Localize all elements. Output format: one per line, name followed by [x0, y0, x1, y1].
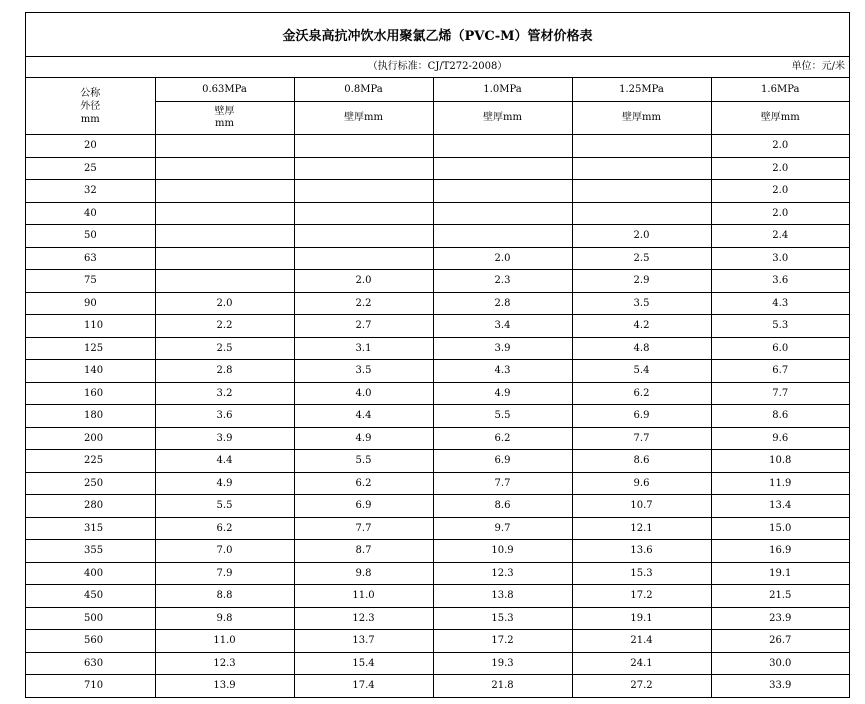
dn-header-line: mm — [80, 113, 100, 125]
table-row — [26, 450, 849, 473]
dn-cell: 200 — [26, 427, 155, 450]
wall-thickness-cell: 9.7 — [433, 517, 572, 540]
wall-thickness-cell — [294, 135, 433, 158]
pressure-header: 1.25MPa — [572, 78, 711, 102]
subtitle-row — [26, 57, 849, 78]
wall-thickness-cell: 6.2 — [433, 427, 572, 450]
dn-cell: 280 — [26, 495, 155, 518]
dn-header-line: 外径 — [80, 100, 101, 112]
dn-cell: 125 — [26, 337, 155, 360]
wall-thickness-cell: 11.0 — [155, 630, 294, 653]
standard-note: （执行标准：CJ/T272-2008） — [367, 61, 508, 72]
wall-thickness-cell: 7.9 — [155, 562, 294, 585]
wall-thickness-cell: 21.5 — [711, 585, 849, 608]
wall-thickness-cell: 4.0 — [294, 382, 433, 405]
table-row — [26, 382, 849, 405]
wall-thickness-cell: 7.7 — [433, 472, 572, 495]
wall-thickness-cell: 13.4 — [711, 495, 849, 518]
wall-thickness-cell: 21.4 — [572, 630, 711, 653]
dn-cell: 250 — [26, 472, 155, 495]
wall-thickness-cell: 4.9 — [433, 382, 572, 405]
wall-thickness-cell: 2.0 — [711, 157, 849, 180]
wall-thickness-cell: 6.2 — [572, 382, 711, 405]
wall-thickness-cell: 2.3 — [433, 270, 572, 293]
wall-thickness-cell — [433, 180, 572, 203]
dn-cell: 225 — [26, 450, 155, 473]
wall-thickness-cell: 5.5 — [433, 405, 572, 428]
wall-thickness-cell: 2.2 — [155, 315, 294, 338]
wall-thickness-cell — [294, 202, 433, 225]
price-table-sheet — [25, 12, 850, 698]
dn-cell: 160 — [26, 382, 155, 405]
dn-cell: 25 — [26, 157, 155, 180]
wall-thickness-cell — [572, 180, 711, 203]
dn-cell: 20 — [26, 135, 155, 158]
wall-thickness-cell: 6.7 — [711, 360, 849, 383]
table-row — [26, 202, 849, 225]
wall-thickness-cell: 4.4 — [294, 405, 433, 428]
dn-cell: 63 — [26, 247, 155, 270]
table-row — [26, 292, 849, 315]
wall-thickness-cell: 3.5 — [294, 360, 433, 383]
wall-thickness-cell: 17.2 — [433, 630, 572, 653]
wall-thickness-cell: 10.8 — [711, 450, 849, 473]
wall-thickness-cell — [572, 135, 711, 158]
table-row — [26, 135, 849, 158]
wall-thickness-cell — [155, 135, 294, 158]
wall-thickness-cell — [155, 225, 294, 248]
wall-thickness-cell: 6.2 — [294, 472, 433, 495]
wall-thickness-cell: 2.5 — [155, 337, 294, 360]
dn-cell: 180 — [26, 405, 155, 428]
wall-thickness-cell: 12.3 — [294, 607, 433, 630]
dn-cell: 75 — [26, 270, 155, 293]
wall-thickness-header: 壁厚mm — [572, 102, 711, 135]
wall-thickness-cell: 7.7 — [572, 427, 711, 450]
wall-thickness-cell: 33.9 — [769, 680, 792, 692]
wall-thickness-cell: 6.0 — [711, 337, 849, 360]
dn-cell: 630 — [26, 652, 155, 675]
wall-thickness-cell: 2.4 — [711, 225, 849, 248]
pressure-header: 1.0MPa — [433, 78, 572, 102]
wall-thickness-cell: 4.9 — [294, 427, 433, 450]
wall-thickness-cell: 30.0 — [711, 652, 849, 675]
wall-thickness-cell: 8.6 — [711, 405, 849, 428]
wall-thickness-cell: 19.1 — [711, 562, 849, 585]
pressure-header: 0.8MPa — [294, 78, 433, 102]
table-row — [26, 652, 849, 675]
wall-thickness-cell: 2.0 — [433, 247, 572, 270]
wall-thickness-cell: 13.8 — [433, 585, 572, 608]
wall-thickness-cell — [433, 157, 572, 180]
table-row — [26, 270, 849, 293]
wall-thickness-cell: 9.6 — [572, 472, 711, 495]
wall-thickness-cell: 19.1 — [572, 607, 711, 630]
wall-thickness-cell — [155, 270, 294, 293]
wall-thickness-cell: 2.8 — [433, 292, 572, 315]
wall-thickness-cell: 3.9 — [155, 427, 294, 450]
wall-thickness-cell: 2.2 — [294, 292, 433, 315]
dn-cell: 32 — [26, 180, 155, 203]
wall-thickness-cell: 4.3 — [433, 360, 572, 383]
dn-cell: 710 — [26, 675, 155, 697]
wall-thickness-cell: 3.2 — [155, 382, 294, 405]
table-row — [26, 517, 849, 540]
table-row — [26, 360, 849, 383]
dn-cell: 450 — [26, 585, 155, 608]
wall-thickness-cell: 4.3 — [711, 292, 849, 315]
wall-thickness-cell: 4.8 — [572, 337, 711, 360]
dn-cell: 50 — [26, 225, 155, 248]
dn-cell: 560 — [26, 630, 155, 653]
wall-thickness-cell: 9.6 — [711, 427, 849, 450]
wall-thickness-cell: 2.0 — [155, 292, 294, 315]
wall-thickness-cell: 4.2 — [572, 315, 711, 338]
wall-thickness-cell: 2.7 — [294, 315, 433, 338]
wall-thickness-cell — [572, 202, 711, 225]
wall-thickness-cell — [572, 157, 711, 180]
wall-thickness-cell: 26.7 — [711, 630, 849, 653]
wall-thickness-cell: 6.2 — [155, 517, 294, 540]
wall-thickness-cell: 11.0 — [294, 585, 433, 608]
price-table — [26, 78, 849, 697]
wall-thickness-cell: 21.8 — [433, 675, 572, 697]
wall-thickness-cell: 13.9 — [155, 675, 294, 697]
wall-thickness-cell — [294, 247, 433, 270]
wall-thickness-cell: 7.7 — [711, 382, 849, 405]
wall-thickness-cell — [155, 202, 294, 225]
dn-cell: 110 — [26, 315, 155, 338]
dn-cell: 355 — [26, 540, 155, 563]
table-row — [26, 180, 849, 203]
wall-thickness-cell: 7.0 — [155, 540, 294, 563]
wall-thickness-cell — [155, 180, 294, 203]
wall-thickness-header: 壁厚mm — [711, 102, 849, 135]
wall-thickness-cell: 15.4 — [294, 652, 433, 675]
wall-thickness-cell: 8.6 — [433, 495, 572, 518]
wall-thickness-cell: 9.8 — [155, 607, 294, 630]
wall-thickness-cell: 2.5 — [572, 247, 711, 270]
wall-thickness-cell: 27.2 — [572, 675, 711, 697]
wall-thickness-cell: 10.9 — [433, 540, 572, 563]
wall-thickness-cell: 10.7 — [572, 495, 711, 518]
wall-thickness-cell: 2.8 — [155, 360, 294, 383]
wall-thickness-cell: 4.4 — [155, 450, 294, 473]
wall-thickness-cell: 2.0 — [294, 270, 433, 293]
wall-thickness-cell — [294, 225, 433, 248]
wall-thickness-cell: 8.7 — [294, 540, 433, 563]
table-row — [26, 472, 849, 495]
wall-thickness-cell: 11.9 — [711, 472, 849, 495]
wall-thickness-cell: 13.6 — [572, 540, 711, 563]
wall-thickness-cell: 24.1 — [572, 652, 711, 675]
wall-thickness-cell: 15.3 — [433, 607, 572, 630]
wall-thickness-cell: 3.0 — [711, 247, 849, 270]
header-row-pressure — [26, 78, 849, 102]
table-row — [26, 157, 849, 180]
wall-thickness-header: 壁厚mm — [294, 102, 433, 135]
table-row — [26, 495, 849, 518]
wall-thickness-cell: 3.6 — [711, 270, 849, 293]
wall-thickness-cell: 5.3 — [711, 315, 849, 338]
wall-thickness-cell: 12.1 — [572, 517, 711, 540]
table-row — [26, 225, 849, 248]
wall-thickness-cell — [433, 202, 572, 225]
table-row — [26, 540, 849, 563]
table-row — [26, 315, 849, 338]
wall-thickness-cell: 8.8 — [155, 585, 294, 608]
wall-thickness-cell — [155, 247, 294, 270]
wall-thickness-cell: 2.0 — [711, 202, 849, 225]
pressure-header: 1.6MPa — [711, 78, 849, 102]
wall-thickness-cell: 2.0 — [711, 180, 849, 203]
wall-thickness-cell: 17.2 — [572, 585, 711, 608]
dn-header-line: 公称 — [80, 87, 101, 99]
wall-thickness-cell: 6.9 — [294, 495, 433, 518]
wall-thickness-cell — [433, 225, 572, 248]
wall-thickness-header: 壁厚 mm — [155, 102, 294, 135]
table-title: 金沃泉高抗冲饮水用聚氯乙烯（PVC-M）管材价格表 — [26, 13, 849, 57]
wall-thickness-cell: 3.5 — [572, 292, 711, 315]
dn-cell: 500 — [26, 607, 155, 630]
wall-thickness-cell — [294, 180, 433, 203]
wall-thickness-cell: 5.5 — [294, 450, 433, 473]
wall-thickness-cell: 8.6 — [572, 450, 711, 473]
wall-thickness-cell: 12.3 — [433, 562, 572, 585]
dn-cell: 315 — [26, 517, 155, 540]
wall-thickness-cell: 15.0 — [711, 517, 849, 540]
wall-thickness-cell: 2.0 — [711, 135, 849, 158]
wall-thickness-cell: 13.7 — [294, 630, 433, 653]
wall-thickness-cell: 9.8 — [294, 562, 433, 585]
wall-thickness-cell: 2.0 — [572, 225, 711, 248]
wall-thickness-cell: 3.4 — [433, 315, 572, 338]
wall-thickness-cell: 16.9 — [711, 540, 849, 563]
wall-thickness-cell: 3.1 — [294, 337, 433, 360]
wall-thickness-cell: 12.3 — [155, 652, 294, 675]
table-row — [26, 247, 849, 270]
wall-thickness-cell — [155, 157, 294, 180]
table-row — [26, 630, 849, 653]
dn-header-cell — [26, 78, 155, 135]
wall-thickness-cell: 5.4 — [572, 360, 711, 383]
table-row — [26, 562, 849, 585]
table-row — [26, 405, 849, 428]
wall-thickness-cell: 19.3 — [433, 652, 572, 675]
table-row — [26, 427, 849, 450]
wall-thickness-cell: 2.9 — [572, 270, 711, 293]
wall-thickness-cell — [294, 157, 433, 180]
dn-cell: 140 — [26, 360, 155, 383]
wall-thickness-cell: 6.9 — [433, 450, 572, 473]
dn-cell: 90 — [26, 292, 155, 315]
wall-thickness-cell: 3.6 — [155, 405, 294, 428]
table-row — [26, 675, 849, 697]
dn-cell: 400 — [26, 562, 155, 585]
wall-thickness-cell: 5.5 — [155, 495, 294, 518]
wall-thickness-cell: 4.9 — [155, 472, 294, 495]
wall-thickness-header: 壁厚mm — [433, 102, 572, 135]
wall-thickness-cell: 3.9 — [433, 337, 572, 360]
table-row — [26, 337, 849, 360]
unit-note: 单位：元/米 — [791, 61, 845, 72]
wall-thickness-cell: 23.9 — [711, 607, 849, 630]
table-row — [26, 585, 849, 608]
wall-thickness-cell: 15.3 — [572, 562, 711, 585]
wall-thickness-cell: 7.7 — [294, 517, 433, 540]
wall-thickness-cell: 17.4 — [294, 675, 433, 697]
wall-thickness-cell: 6.9 — [572, 405, 711, 428]
pressure-header: 0.63MPa — [155, 78, 294, 102]
table-row — [26, 607, 849, 630]
dn-cell: 40 — [26, 202, 155, 225]
wall-thickness-cell — [433, 135, 572, 158]
